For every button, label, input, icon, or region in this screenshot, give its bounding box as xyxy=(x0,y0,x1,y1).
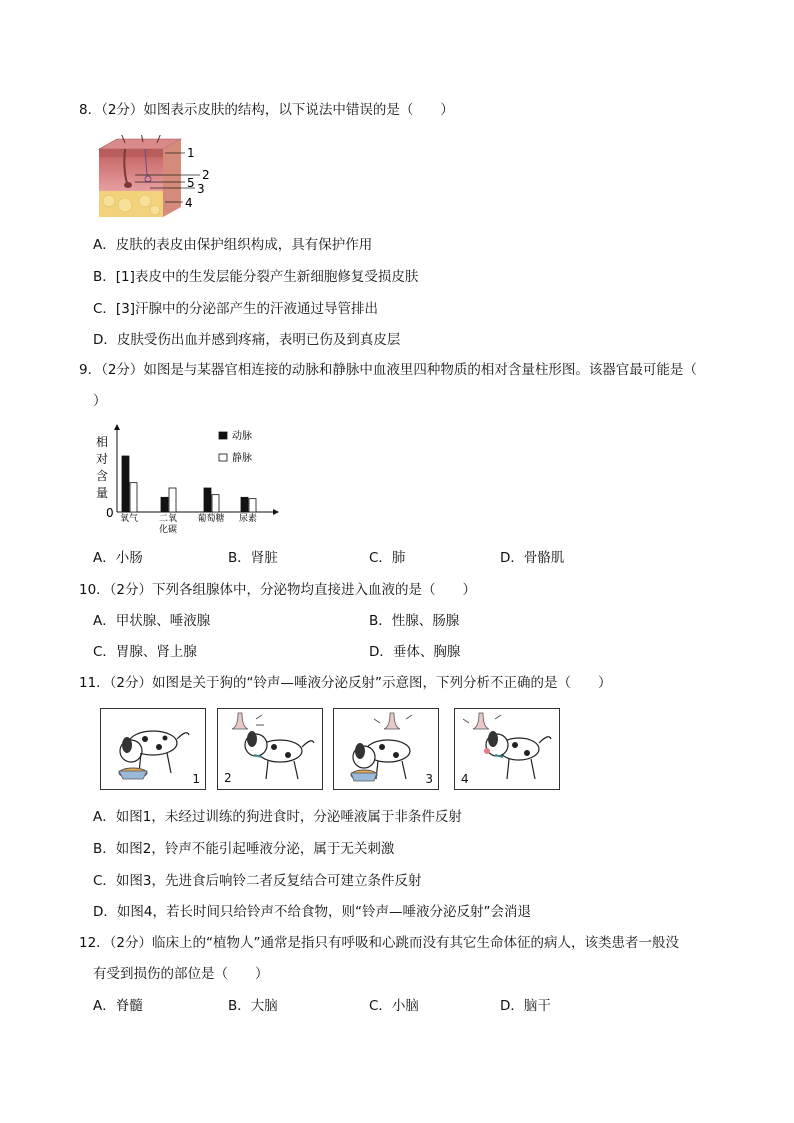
q8-option-c[interactable]: C．[3]汗腺中的分泌部产生的汗液通过导管排出 xyxy=(93,301,379,317)
q8-option-a[interactable]: A．皮肤的表皮由保护组织构成，具有保护作用 xyxy=(93,237,373,253)
q9-option-d[interactable]: D．骨骼肌 xyxy=(500,550,565,566)
q11-option-a[interactable]: A．如图1，未经过训练的狗进食时，分泌唾液属于非条件反射 xyxy=(93,809,462,825)
q9-stem-line2: ） xyxy=(93,393,107,409)
skin-structure-figure xyxy=(95,135,225,220)
q11-option-c[interactable]: C．如图3，先进食后响铃二者反复结合可建立条件反射 xyxy=(93,873,422,889)
q12-option-c[interactable]: C．小脑 xyxy=(369,998,419,1014)
dog-panel-4-number: 4 xyxy=(461,772,469,786)
skin-label-5: 5 xyxy=(187,176,195,190)
dog-panel-4 xyxy=(454,708,560,790)
bar-vein-0 xyxy=(130,483,137,512)
y-label-char-0: 相 xyxy=(96,435,109,449)
bar-vein-3 xyxy=(249,499,256,512)
skin-label-3: 3 xyxy=(197,182,205,196)
legend-swatch-vein xyxy=(219,454,227,461)
q11-option-d[interactable]: D．如图4，若长时间只给铃声不给食物，则“铃声—唾液分泌反射”会消退 xyxy=(93,904,531,920)
q10-stem: 10．（2分）下列各组腺体中，分泌物均直接进入血液的是（ ） xyxy=(79,582,477,598)
q10-option-a[interactable]: A．甲状腺、唾液腺 xyxy=(93,613,211,629)
x-tick-label-0-0: 氧气 xyxy=(119,514,139,524)
dog-panel-3 xyxy=(333,708,439,790)
x-tick-label-2-0: 葡萄糖 xyxy=(197,514,225,524)
y-label-char-3: 量 xyxy=(96,486,109,500)
skin-label-1: 1 xyxy=(187,146,195,160)
q10-option-b[interactable]: B．性腺、肠腺 xyxy=(369,613,460,629)
skin-label-4: 4 xyxy=(185,196,193,210)
dog-panel-3-number: 3 xyxy=(425,772,433,786)
bar-artery-0 xyxy=(122,456,129,512)
x-tick-label-1-1: 化碳 xyxy=(158,525,178,535)
q8-option-b[interactable]: B．[1]表皮中的生发层能分裂产生新细胞修复受损皮肤 xyxy=(93,269,419,285)
q12-option-b[interactable]: B．大脑 xyxy=(228,998,278,1014)
chart-origin-label: 0 xyxy=(106,506,114,520)
q8-stem: 8．（2分）如图表示皮肤的结构，以下说法中错误的是（ ） xyxy=(79,102,454,118)
y-label-char-2: 含 xyxy=(96,469,109,483)
q8-option-d[interactable]: D．皮肤受伤出血并感到疼痛，表明已伤及到真皮层 xyxy=(93,332,401,348)
chart-ylabel xyxy=(96,434,108,500)
blood-content-chart xyxy=(92,420,292,540)
bar-vein-2 xyxy=(212,495,219,512)
bar-artery-2 xyxy=(204,488,211,512)
legend-swatch-artery xyxy=(219,432,227,439)
bar-artery-1 xyxy=(161,497,168,512)
legend-label-artery: 动脉 xyxy=(232,431,252,442)
chart-xlabels xyxy=(120,512,257,535)
q10-option-d[interactable]: D．垂体、胸腺 xyxy=(369,644,461,660)
q9-stem-line1: 9．（2分）如图是与某器官相连接的动脉和静脉中血液里四种物质的相对含量柱形图。该器官最可能是（ xyxy=(79,362,697,378)
bar-vein-1 xyxy=(169,488,176,512)
q9-option-b[interactable]: B．肾脏 xyxy=(228,550,278,566)
dog-panel-1-number: 1 xyxy=(192,772,200,786)
x-tick-label-1-0: 二氧 xyxy=(158,514,178,524)
skin-label-2: 2 xyxy=(202,168,210,182)
q12-stem-line2: 有受到损伤的部位是（ ） xyxy=(93,966,269,982)
dog-panel-2 xyxy=(217,708,323,790)
bar-artery-3 xyxy=(241,497,248,512)
q11-stem: 11．（2分）如图是关于狗的“铃声—唾液分泌反射”示意图，下列分析不正确的是（ ） xyxy=(79,675,612,691)
x-tick-label-3-0: 尿素 xyxy=(238,514,258,524)
q9-option-a[interactable]: A．小肠 xyxy=(93,550,143,566)
dog-panel-2-number: 2 xyxy=(224,771,232,785)
q12-option-a[interactable]: A．脊髓 xyxy=(93,998,143,1014)
q11-option-b[interactable]: B．如图2，铃声不能引起唾液分泌，属于无关刺激 xyxy=(93,841,395,857)
q10-option-c[interactable]: C．胃腺、肾上腺 xyxy=(93,644,197,660)
q9-option-c[interactable]: C．肺 xyxy=(369,550,406,566)
y-label-char-1: 对 xyxy=(96,452,109,466)
q12-option-d[interactable]: D．脑干 xyxy=(500,998,551,1014)
q12-stem-line1: 12．（2分）临床上的“植物人”通常是指只有呼吸和心跳而没有其它生命体征的病人，该类患者一般没 xyxy=(79,935,680,951)
dog-panel-1 xyxy=(100,708,206,790)
legend-label-vein: 静脉 xyxy=(232,453,252,464)
chart-bars xyxy=(122,456,256,512)
